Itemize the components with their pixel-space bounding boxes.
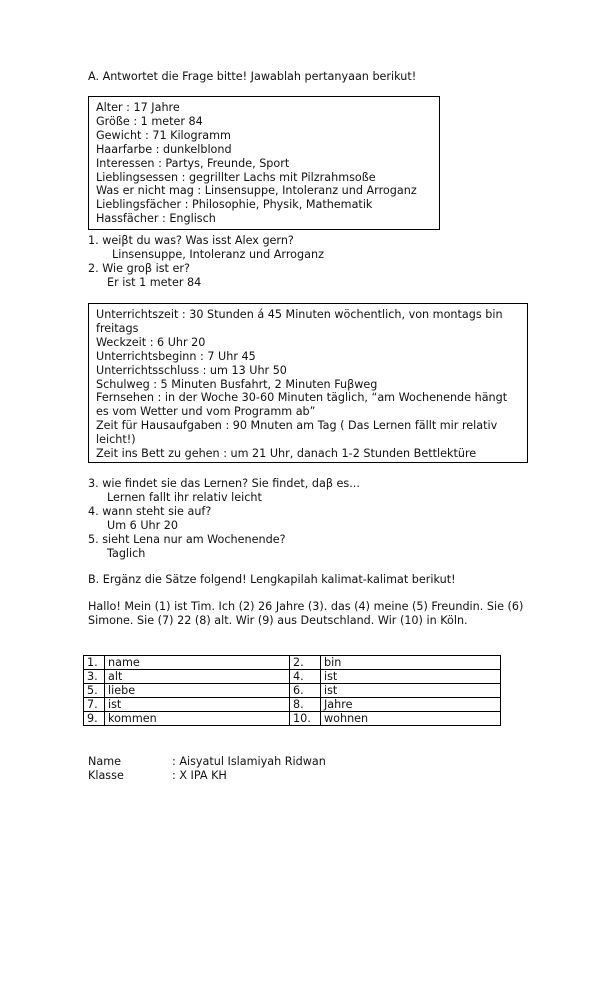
question-4: 4. wann steht sie auf? <box>88 504 212 518</box>
schedule-line: Weckzeit : 6 Uhr 20 <box>96 335 206 349</box>
table-row <box>84 670 501 684</box>
schedule-line: Zeit ins Bett zu gehen : um 21 Uhr, danach 1-2 Stunden Bettlektüre <box>96 447 477 461</box>
answer-number: 5. <box>84 684 105 698</box>
schedule-line: Zeit für Hausaufgaben : 90 Mnuten am Tag ( Das Lernen fällt mir relativ leicht!) <box>96 419 498 447</box>
profile-line: Interessen : Partys, Freunde, Sport <box>96 156 290 170</box>
name-label: Name <box>88 755 122 768</box>
answer-number: 8. <box>290 698 321 712</box>
profile-line: Gewicht : 71 Kilogramm <box>96 128 231 142</box>
profile-line: Hassfächer : Englisch <box>96 212 216 226</box>
answer-word: alt <box>105 670 290 684</box>
answer-word: kommen <box>105 712 290 726</box>
profile-box <box>88 96 440 230</box>
answer-number: 1. <box>84 656 105 670</box>
answer-number: 6. <box>290 684 321 698</box>
profile-line: Lieblingsfächer : Philosophie, Physik, Mathematik <box>96 198 373 212</box>
table-row <box>84 712 501 726</box>
profile-line: Größe : 1 meter 84 <box>96 114 203 128</box>
fill-in-paragraph: Hallo! Mein (1) ist Tim. Ich (2) 26 Jahre (3). das (4) meine (5) Freundin. Sie (6) Simone. Sie (7) 22 (8) alt. Wir (9) aus Deutschland. Wir (10) in Köln. <box>88 600 524 627</box>
answer-number: 3. <box>84 670 105 684</box>
profile-line: Was er nicht mag : Linsensuppe, Intoleranz und Arroganz <box>96 184 417 198</box>
answer-number: 7. <box>84 698 105 712</box>
answer-4: Um 6 Uhr 20 <box>107 518 178 532</box>
answer-number: 9. <box>84 712 105 726</box>
answer-3: Lernen fallt ihr relativ leicht <box>107 490 262 504</box>
schedule-line: Unterrichtszeit : 30 Stunden á 45 Minuten wöchentlich, von montags bin freitags <box>96 308 503 335</box>
table-row <box>84 698 501 712</box>
section-a-heading: A. Antwortet die Frage bitte! Jawablah pertanyaan berikut! <box>88 70 417 83</box>
schedule-line: Fernsehen : in der Woche 30-60 Minuten täglich, “am Wochenende hängt es vom Wetter und vom Programm ab” <box>96 391 508 419</box>
answers-table <box>83 655 501 726</box>
answer-number: 4. <box>290 670 321 684</box>
answer-word: name <box>105 656 290 670</box>
question-2: 2. Wie groβ ist er? <box>88 261 190 275</box>
profile-line: Alter : 17 Jahre <box>96 101 180 114</box>
question-1: 1. weiβt du was? Was isst Alex gern? <box>88 234 294 247</box>
answer-2: Er ist 1 meter 84 <box>107 275 202 289</box>
section-b-heading: B. Ergänz die Sätze folgend! Lengkapilah kalimat-kalimat berikut! <box>88 573 456 586</box>
answer-number: 2. <box>290 656 321 670</box>
answer-word: ist <box>321 670 501 684</box>
answer-number: 10. <box>290 712 321 726</box>
table-row <box>84 684 501 698</box>
profile-line: Lieblingsessen : gegrillter Lachs mit Pilzrahmsoße <box>96 170 376 184</box>
question-5: 5. sieht Lena nur am Wochenende? <box>88 532 286 546</box>
answer-1: Linsensuppe, Intoleranz und Arroganz <box>112 247 324 261</box>
name-value: : Aisyatul Islamiyah Ridwan <box>172 755 326 768</box>
answer-word: Jahre <box>321 698 501 712</box>
class-label: Klasse <box>88 768 124 782</box>
schedule-line: Schulweg : 5 Minuten Busfahrt, 2 Minuten Fuβweg <box>96 377 378 391</box>
answer-word: wohnen <box>321 712 501 726</box>
answer-word: liebe <box>105 684 290 698</box>
questions-3-5 <box>88 477 360 560</box>
profile-line: Haarfarbe : dunkelblond <box>96 142 232 156</box>
questions-1-2 <box>88 234 324 290</box>
answer-5: Taglich <box>107 546 146 560</box>
answer-word: bin <box>321 656 501 670</box>
schedule-line: Unterrichtsbeginn : 7 Uhr 45 <box>96 349 256 363</box>
question-3: 3. wie findet sie das Lernen? Sie findet, daβ es... <box>88 477 360 490</box>
schedule-box <box>88 303 528 463</box>
class-value: : X IPA KH <box>172 768 227 782</box>
answer-word: ist <box>321 684 501 698</box>
signature-block <box>88 755 326 783</box>
table-row <box>84 656 501 670</box>
answer-word: ist <box>105 698 290 712</box>
schedule-line: Unterrichtsschluss : um 13 Uhr 50 <box>96 363 287 377</box>
